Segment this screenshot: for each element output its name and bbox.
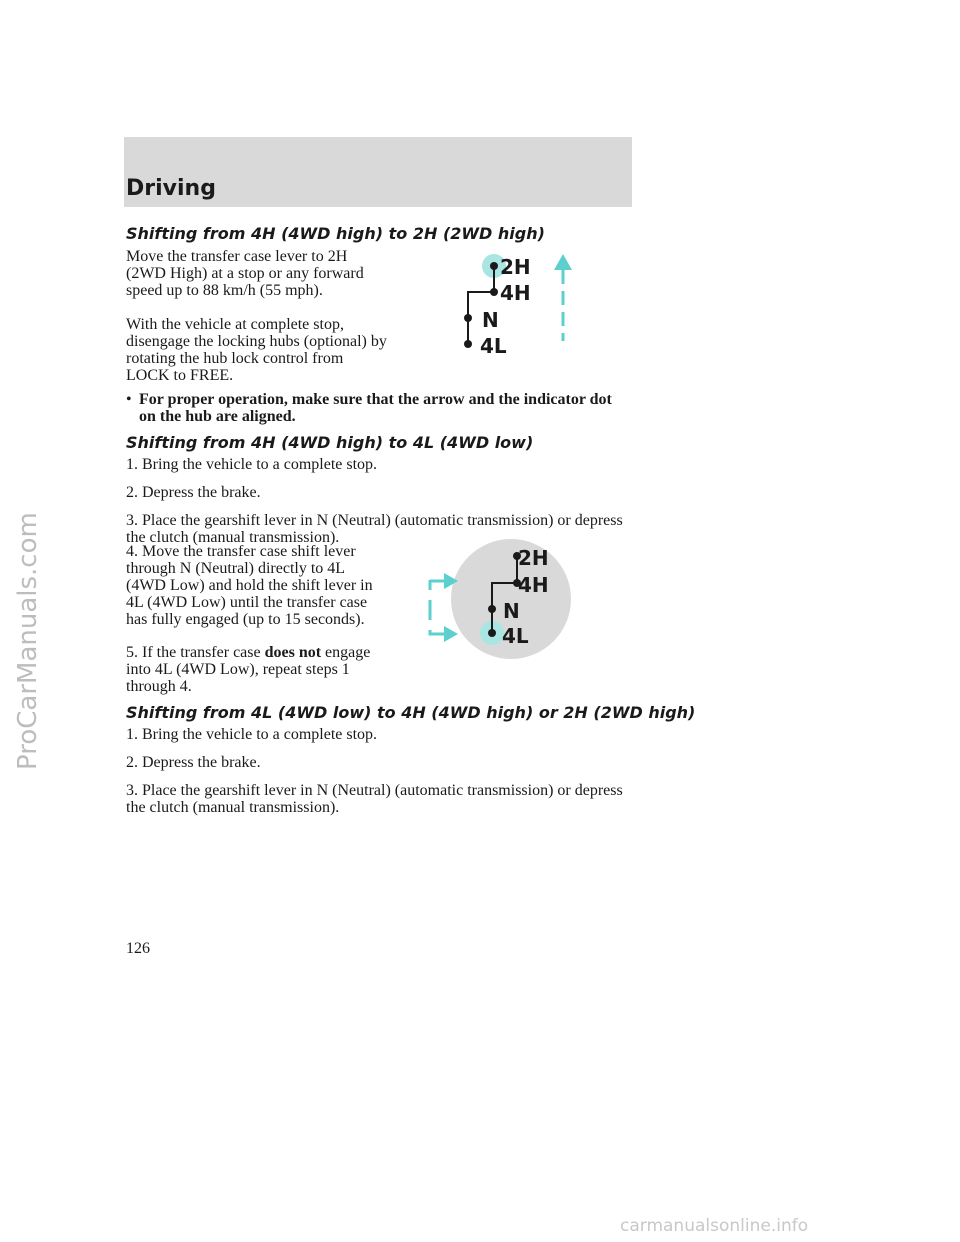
arrow-path-bottom: [430, 630, 445, 634]
dot-n: [464, 314, 472, 322]
label-n: N: [482, 308, 499, 332]
step-2: 2. Depress the brake.: [126, 754, 261, 771]
dot-4l: [488, 629, 496, 637]
step-3: 3. Place the gearshift lever in N (Neutral) (automatic transmission) or depress the clutch (manual transmission).: [126, 512, 623, 546]
step-2: 2. Depress the brake.: [126, 484, 261, 501]
section-heading-4l-to-4h-2h: Shifting from 4L (4WD low) to 4H (4WD high) or 2H (2WD high): [126, 703, 696, 722]
label-2h: 2H: [518, 546, 549, 570]
label-4l: 4L: [502, 624, 529, 648]
section-heading-4h-to-4l: Shifting from 4H (4WD high) to 4L (4WD low): [126, 433, 534, 452]
step-5-prefix: 5. If the transfer case: [126, 644, 265, 661]
arrow-head-bottom: [444, 626, 458, 642]
section-heading-4h-to-2h: Shifting from 4H (4WD high) to 2H (2WD high): [126, 224, 545, 243]
dot-4h: [490, 288, 498, 296]
bullet-dot: •: [126, 391, 132, 408]
side-watermark-text: ProCarManuals.com: [13, 512, 43, 770]
dot-2h: [490, 262, 498, 270]
footer-watermark: carmanualsonline.info: [620, 1216, 809, 1236]
page-number: 126: [126, 940, 150, 957]
step-1: 1. Bring the vehicle to a complete stop.: [126, 456, 378, 473]
step-5: [126, 644, 388, 695]
step-3: 3. Place the gearshift lever in N (Neutral) (automatic transmission) or depress the clutch (manual transmission).: [126, 782, 623, 816]
step-5-emphasis: does not: [264, 644, 322, 661]
step-5-suffix: engage into 4L (4WD Low), repeat steps 1 through 4.: [126, 644, 371, 695]
dot-n: [488, 605, 496, 613]
label-n: N: [503, 599, 520, 623]
step-4: 4. Move the transfer case shift lever through N (Neutral) directly to 4L (4WD Low) and hold the shift lever in 4L (4WD Low) until the transfer case has fully engaged (up to 15 seconds).: [126, 543, 373, 628]
label-4h: 4H: [500, 281, 531, 305]
paragraph-move-lever: Move the transfer case lever to 2H (2WD High) at a stop or any forward speed up to 88 km/h (55 mph).: [126, 248, 364, 299]
shift-diagram-4h-to-2h: [440, 240, 600, 380]
bullet-text: For proper operation, make sure that the arrow and the indicator dot on the hub are aligned.: [139, 391, 612, 425]
section-title: Driving: [126, 176, 216, 201]
side-watermark: [4, 512, 48, 772]
step-1: 1. Bring the vehicle to a complete stop.: [126, 726, 378, 743]
shift-diagram-4h-to-4l: [420, 534, 590, 664]
label-4h: 4H: [518, 573, 549, 597]
dot-4l: [464, 340, 472, 348]
label-4l: 4L: [480, 334, 507, 358]
bullet-note: [126, 391, 626, 425]
label-2h: 2H: [500, 255, 531, 279]
paragraph-disengage-hubs: With the vehicle at complete stop, disengage the locking hubs (optional) by rotating the hub lock control from LOCK to FREE.: [126, 316, 387, 384]
up-arrow-head: [554, 254, 572, 270]
